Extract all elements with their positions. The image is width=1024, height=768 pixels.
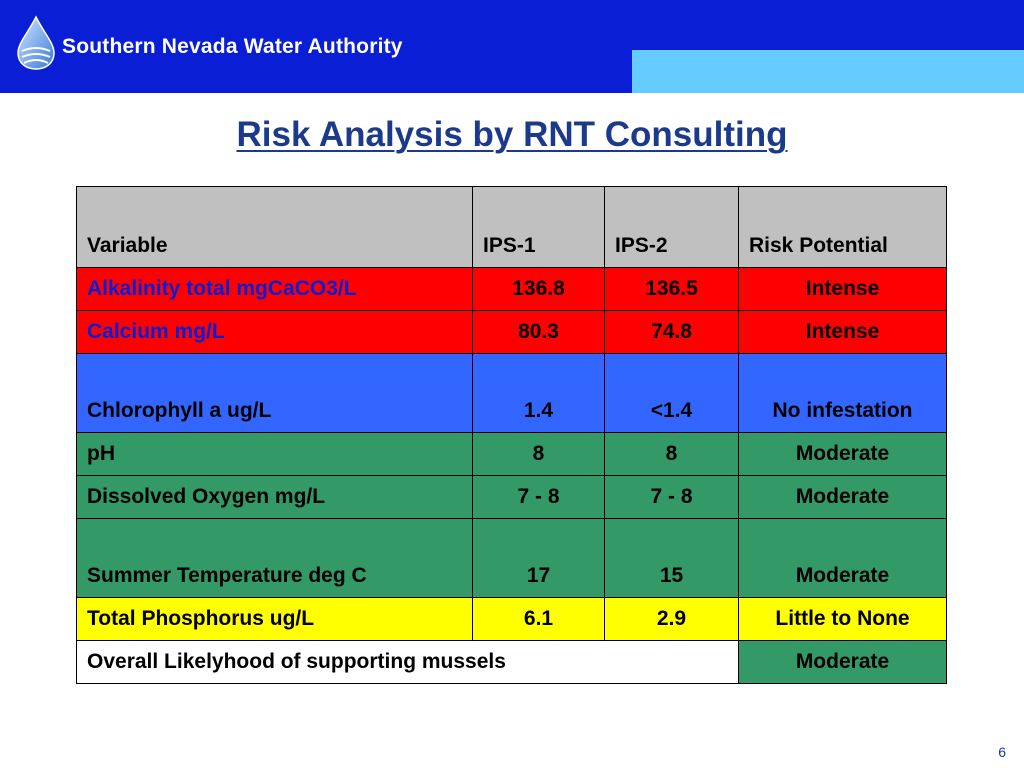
header-accent-stripe [632, 50, 1024, 93]
row-ips1: 6.1 [473, 598, 605, 641]
summary-row [77, 641, 947, 684]
table-row [77, 268, 947, 311]
table-row [77, 433, 947, 476]
header-risk-potential: Risk Potential [739, 187, 947, 268]
organization-name: Southern Nevada Water Authority [62, 35, 403, 58]
row-ips1: 80.3 [473, 311, 605, 354]
row-variable: Calcium mg/L [77, 311, 473, 354]
row-risk: Moderate [739, 476, 947, 519]
row-variable: pH [77, 433, 473, 476]
row-risk: Moderate [739, 433, 947, 476]
row-risk: Little to None [739, 598, 947, 641]
row-ips2: 2.9 [605, 598, 739, 641]
header-ips2: IPS-2 [605, 187, 739, 268]
page-number: 6 [998, 744, 1006, 760]
header-variable: Variable [77, 187, 473, 268]
risk-table [76, 186, 947, 684]
table-row [77, 354, 947, 433]
row-risk: Intense [739, 311, 947, 354]
row-ips1: 1.4 [473, 354, 605, 433]
header-row [77, 187, 947, 268]
row-variable: Summer Temperature deg C [77, 519, 473, 598]
row-ips2: 8 [605, 433, 739, 476]
row-variable: Chlorophyll a ug/L [77, 354, 473, 433]
row-ips2: <1.4 [605, 354, 739, 433]
header-ips1: IPS-1 [473, 187, 605, 268]
row-risk: No infestation [739, 354, 947, 433]
row-ips1: 136.8 [473, 268, 605, 311]
row-variable: Alkalinity total mgCaCO3/L [77, 268, 473, 311]
water-drop-icon [16, 15, 56, 71]
row-variable: Total Phosphorus ug/L [77, 598, 473, 641]
summary-risk: Moderate [739, 641, 947, 684]
row-ips2: 15 [605, 519, 739, 598]
row-risk: Moderate [739, 519, 947, 598]
row-ips2: 74.8 [605, 311, 739, 354]
table-row [77, 476, 947, 519]
summary-label: Overall Likelyhood of supporting mussels [77, 641, 739, 684]
row-variable: Dissolved Oxygen mg/L [77, 476, 473, 519]
table-row [77, 598, 947, 641]
row-ips1: 17 [473, 519, 605, 598]
slide-title: Risk Analysis by RNT Consulting [236, 115, 788, 154]
row-ips2: 136.5 [605, 268, 739, 311]
row-ips2: 7 - 8 [605, 476, 739, 519]
row-risk: Intense [739, 268, 947, 311]
row-ips1: 8 [473, 433, 605, 476]
table-row [77, 519, 947, 598]
table-row [77, 311, 947, 354]
row-ips1: 7 - 8 [473, 476, 605, 519]
